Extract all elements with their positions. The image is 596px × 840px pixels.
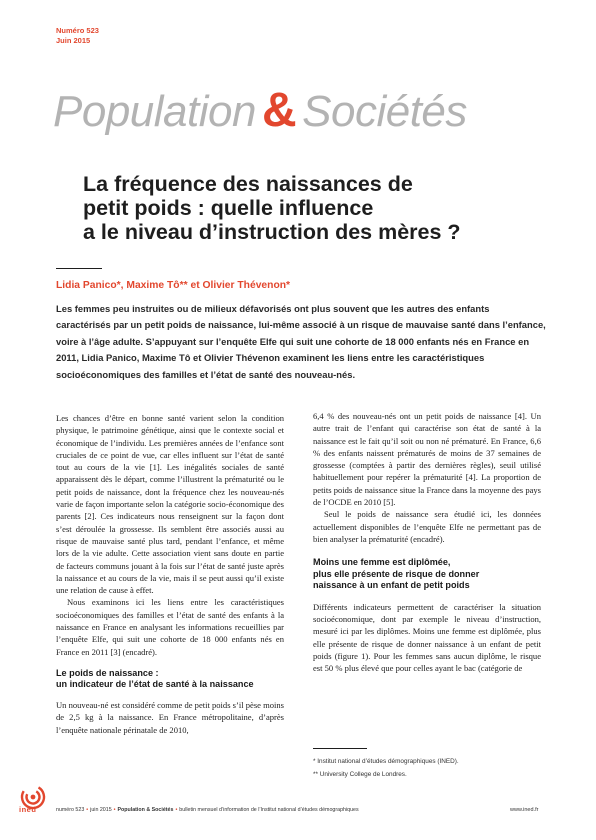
ined-logo-text: ined <box>19 805 37 814</box>
article-authors: Lidia Panico*, Maxime Tô** et Olivier Thévenon* <box>56 280 291 291</box>
section-heading <box>313 557 541 592</box>
title-line: La fréquence des naissances de <box>83 172 413 196</box>
paragraph: Nous examinons ici les liens entre les caractéristiques socioéconomiques des familles et l’état de santé des enfants à la naissance en France en analysant les informations recueillies par l’enquête Elfe, qui suit une cohorte de 18 000 enfants nés en France en 2011 [3] (encadré). <box>56 597 284 657</box>
footer-description: bulletin mensuel d’information de l’Institut national d’études démographiques <box>179 807 359 813</box>
issue-number: Numéro 523 <box>56 26 99 35</box>
title-line: a le niveau d’instruction des mères ? <box>83 220 461 244</box>
masthead-word-population: Population <box>53 87 256 136</box>
footnotes <box>313 755 459 781</box>
masthead-ampersand: & <box>261 84 297 137</box>
title-line: petit poids : quelle influence <box>83 196 374 220</box>
section-heading-line: un indicateur de l’état de santé à la naissance <box>56 679 254 690</box>
body-column-left <box>56 412 284 736</box>
paragraph: Différents indicateurs permettent de caractériser la situation socioéconomique, dont par exemple le niveau d’instruction, mesuré ici par les diplômes. Moins une femme est diplômée, plus elle présente de risque de donner naissance à un enfant de petit poids (figure 1). Pour les femmes sans aucun diplôme, le risque est 50 % plus élevé que pour celles ayant le bac (catégorie de <box>313 601 541 674</box>
section-heading <box>56 668 284 691</box>
footnote: ** University College de Londres. <box>313 771 407 778</box>
footnote: * Institut national d’études démographiques (INED). <box>313 758 459 765</box>
paragraph: Seul le poids de naissance sera étudié ici, les données actuellement disponibles de l’enquête Elfe ne permettant pas de bien analyser la prématurité (encadré). <box>313 509 541 544</box>
issue-info <box>56 26 99 45</box>
masthead-word-societes: Sociétés <box>302 87 467 136</box>
footer-website-link[interactable]: www.ined.fr <box>510 807 539 813</box>
footer-issue: numéro 523 <box>56 807 85 813</box>
page-footer: numéro 523 • juin 2015 • Population & Sociétés • bulletin mensuel d’information de l’Institut national d’études démographiques <box>56 807 359 813</box>
article-title <box>83 172 553 244</box>
section-heading-line: Moins une femme est diplômée, <box>313 557 451 568</box>
section-heading-line: plus elle présente de risque de donner <box>313 568 480 579</box>
paragraph: 6,4 % des nouveau-nés ont un petit poids de naissance [4]. Un autre trait de l’enfant qui caractérise son état de santé à la naissance est le fait qu’il soit ou non né prématuré. En France, 6,6 % des enfants naissent prématurés de moins de 37 semaines de grossesse (comptées à partir des dernières règles), seuil utilisé habituellement pour repérer la prématurité [4]. La proportion de petits poids de naissance situe la France dans la moyenne des pays de l’OCDE en 2010 [5]. <box>313 411 541 508</box>
footer-journal: Population & Sociétés <box>117 807 174 813</box>
section-heading-line: Le poids de naissance : <box>56 667 159 678</box>
footnote-divider <box>313 748 367 749</box>
title-divider <box>56 268 102 269</box>
journal-masthead <box>53 86 467 137</box>
section-heading-line: naissance à un enfant de petit poids <box>313 580 470 591</box>
issue-date: Juin 2015 <box>56 35 91 45</box>
paragraph: Les chances d’être en bonne santé varient selon la condition physique, le patrimoine génétique, ainsi que le contexte social et économique de l’individu. Les premières années de l’enfance sont cruciales de ce point de vue, car elles influent sur l’état de santé tout au cours de la vie [1]. Les inégalités sociales de santé apparaissent dès le départ, comme l’illustrent la prématurité ou le petit poids de naissance, dont la fréquence chez les nouveau-nés varie de façon importante selon la catégorie socio-économique des parents [2]. Ces indicateurs nous renseignent sur la façon dont s’est déroulée la grossesse. Ils semblent être associés aussi au risque de mauvaise santé plus tard, pendant l’enfance, et même lors de la vie adulte. Cette association vient sans doute en partie de facteurs communs jouant à la fois sur l’état de santé juste après la naissance et au cours de la vie, mais il se peut aussi qu’il existe une relation de cause à effet. <box>56 413 284 596</box>
paragraph: Un nouveau-né est considéré comme de petit poids s’il pèse moins de 2,5 kg à la naissance. En France métropolitaine, d’après l’enquête nationale périnatale de 2010, <box>56 699 284 735</box>
article-abstract: Les femmes peu instruites ou de milieux défavorisés ont plus souvent que les autres des enfants caractérisés par un petit poids de naissance, lui-même associé à un risque de mauvaise santé dans l’enfance, voire à l’âge adulte. S’appuyant sur l’enquête Elfe qui suit une cohorte de 18 000 enfants nés en France en 2011, Lidia Panico, Maxime Tô et Olivier Thévenon examinent les liens entre les caractéristiques socioéconomiques des familles et l’état de santé des nouveau-nés. <box>56 303 546 380</box>
body-column-right <box>313 410 541 675</box>
footer-date: juin 2015 <box>90 807 112 813</box>
